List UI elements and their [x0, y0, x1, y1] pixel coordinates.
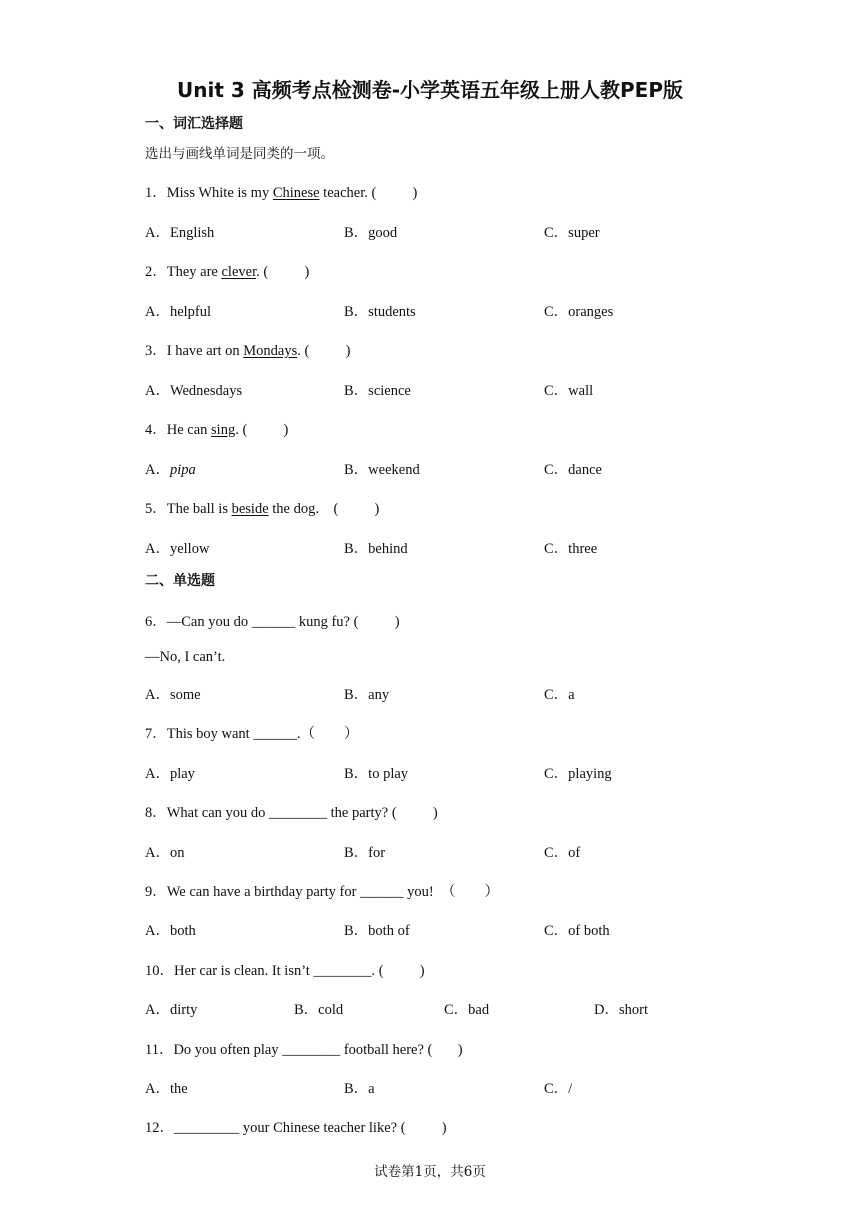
option-b: B．both of	[344, 923, 410, 939]
answer-blank: . ( )	[256, 264, 310, 280]
option-b: B．students	[344, 304, 416, 320]
option-c: C．a	[544, 687, 575, 703]
question-number: 4．	[145, 422, 167, 438]
question-11: 11．Do you often play ________ football here? ( )	[145, 1042, 463, 1058]
option-text: pipa	[169, 462, 196, 478]
underlined-word: sing	[211, 422, 236, 438]
option-c: C．/	[544, 1081, 573, 1097]
option-a: A．helpful	[145, 304, 212, 320]
question-9: 9．We can have a birthday party for ______ you! （ ）	[145, 884, 499, 900]
option-b: B．a	[344, 1081, 375, 1097]
question-text: The ball is	[166, 501, 232, 517]
option-a: A．on	[145, 845, 185, 861]
option-a: A．both	[145, 923, 196, 939]
option-b: B．good	[344, 225, 398, 241]
option-b: B．to play	[344, 766, 409, 782]
option-c: C．oranges	[544, 304, 614, 320]
answer-blank: . ( )	[235, 422, 289, 438]
question-6-reply: —No, I can’t.	[145, 649, 226, 665]
section-instruction: 选出与画线单词是同类的一项。	[145, 146, 334, 162]
option-a: A．English	[145, 225, 215, 241]
option-c: C．super	[544, 225, 600, 241]
question-8: 8．What can you do ________ the party? ( )	[145, 805, 438, 821]
option-c: C．wall	[544, 383, 594, 399]
underlined-word: beside	[231, 501, 269, 517]
option-b: B．any	[344, 687, 390, 703]
answer-blank: teacher. ( )	[319, 185, 418, 201]
option-a	[145, 458, 196, 479]
option-a: A．some	[145, 687, 201, 703]
option-c: C．of both	[544, 923, 610, 939]
option-c: C．dance	[544, 462, 602, 478]
underlined-word: Chinese	[272, 185, 320, 201]
option-b: B．cold	[294, 1002, 344, 1018]
question-text: I have art on	[166, 343, 244, 359]
option-a: A．yellow	[145, 541, 210, 557]
page-title: Unit 3 高频考点检测卷-小学英语五年级上册人教PEP版	[176, 78, 683, 102]
section-heading-vocabulary: 一、词汇选择题	[145, 116, 243, 132]
option-c: C．three	[544, 541, 598, 557]
answer-blank: . ( )	[297, 343, 351, 359]
question-10: 10．Her car is clean. It isn’t ________. ( )	[145, 963, 425, 979]
question-number: 2．	[145, 264, 167, 280]
option-a: A．the	[145, 1081, 188, 1097]
question-text: They are	[166, 264, 222, 280]
question-6: 6．—Can you do ______ kung fu? ( )	[145, 614, 400, 630]
option-letter: A．	[145, 462, 170, 478]
page-footer: 试卷第1页，共6页	[374, 1164, 486, 1180]
option-d: D．short	[594, 1002, 648, 1018]
question-number: 1．	[145, 185, 167, 201]
question-1	[145, 181, 417, 202]
question-text: He can	[166, 422, 212, 438]
question-2	[145, 260, 309, 281]
answer-blank: the dog. ( )	[268, 501, 380, 517]
option-c: C．playing	[544, 766, 612, 782]
question-number: 3．	[145, 343, 167, 359]
option-b: B．science	[344, 383, 411, 399]
option-b: B．weekend	[344, 462, 420, 478]
question-text: Miss White is my	[166, 185, 273, 201]
question-4	[145, 418, 288, 439]
option-a: A．play	[145, 766, 195, 782]
option-a: A．dirty	[145, 1002, 198, 1018]
option-b: B．for	[344, 845, 386, 861]
option-c: C．bad	[444, 1002, 490, 1018]
underlined-word: clever	[221, 264, 257, 280]
question-7: 7．This boy want ______.（ ）	[145, 726, 359, 742]
question-3	[145, 339, 350, 360]
option-a: A．Wednesdays	[145, 383, 243, 399]
question-number: 5．	[145, 501, 167, 517]
option-b: B．behind	[344, 541, 408, 557]
underlined-word: Mondays	[243, 343, 298, 359]
section-heading-single-choice: 二、单选题	[145, 573, 215, 589]
question-5	[145, 497, 379, 518]
option-c: C．of	[544, 845, 581, 861]
question-12: 12．_________ your Chinese teacher like? ( )	[145, 1120, 447, 1136]
